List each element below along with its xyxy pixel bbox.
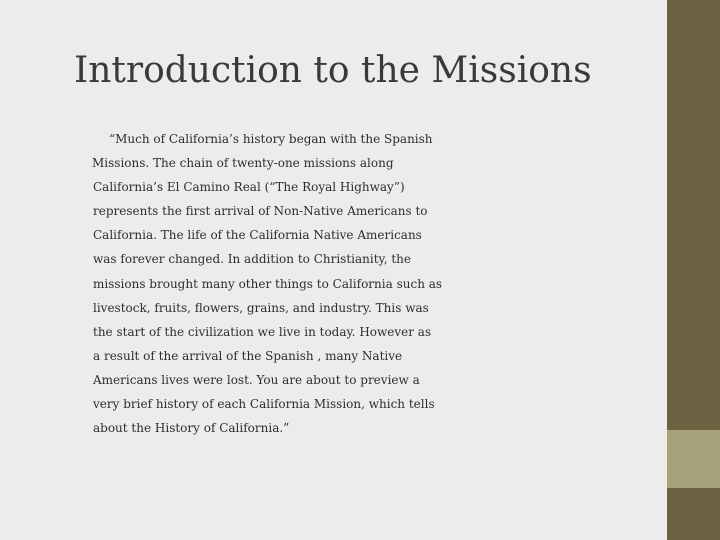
body-line: very brief history of each California Mission, which tells xyxy=(93,397,435,412)
body-line: about the History of California.” xyxy=(93,421,290,436)
body-line: livestock, fruits, flowers, grains, and industry. This was xyxy=(93,300,429,315)
body-line: was forever changed. In addition to Christianity, the xyxy=(93,252,411,267)
body-line: the start of the civilization we live in today. However as xyxy=(93,324,432,339)
sidebar-accent-block xyxy=(667,430,720,488)
slide-title: Introduction to the Missions xyxy=(74,50,592,91)
body-line: Missions. The chain of twenty-one missions along xyxy=(92,156,394,171)
body-line: a result of the arrival of the Spanish , many Native xyxy=(93,348,403,363)
body-line: represents the first arrival of Non-Native Americans to xyxy=(93,204,428,219)
body-line: California. The life of the California Native Americans xyxy=(93,228,422,243)
body-line: California’s El Camino Real (“The Royal Highway”) xyxy=(93,180,405,195)
slide-body-quote xyxy=(0,127,660,440)
body-line: Americans lives were lost. You are about to preview a xyxy=(93,372,420,387)
body-line: missions brought many other things to California such as xyxy=(93,276,443,291)
body-line: “Much of California’s history began with the Spanish xyxy=(109,132,433,146)
